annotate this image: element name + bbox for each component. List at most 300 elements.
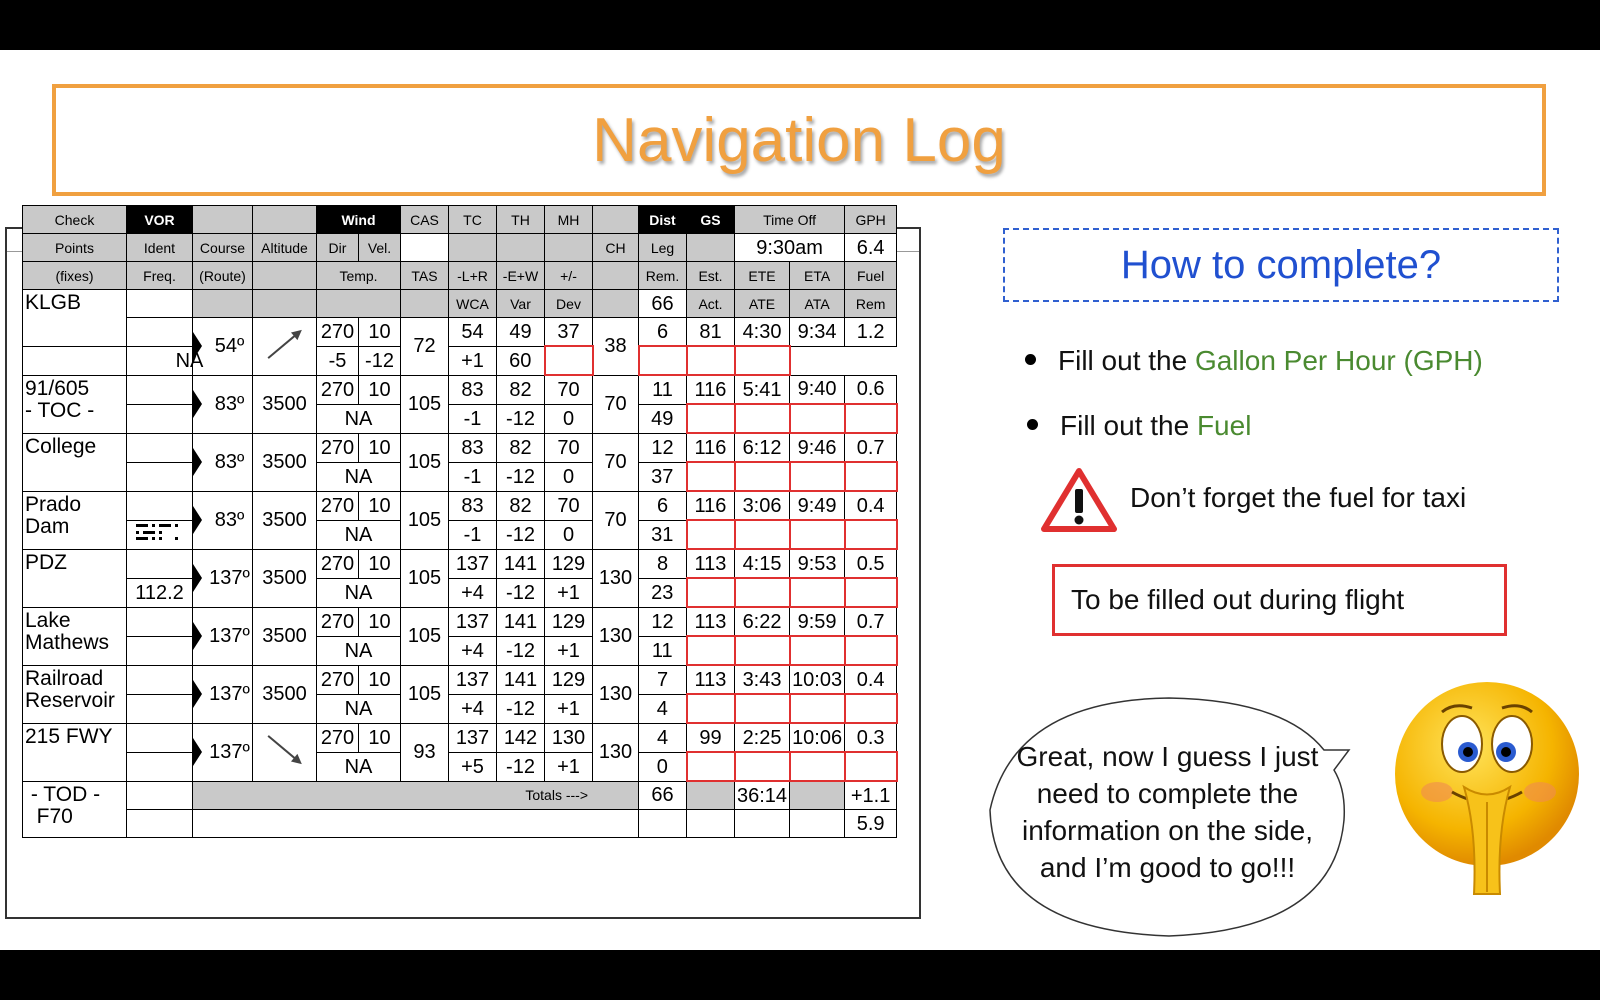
header-check: Points	[23, 234, 127, 262]
morse-code-icon	[132, 521, 188, 543]
header-mh	[545, 234, 593, 262]
checkpoint: College	[23, 433, 127, 491]
wca-cell: -1	[449, 404, 497, 433]
altitude-cell: 3500	[253, 607, 317, 665]
rem-start: 66	[639, 290, 687, 318]
speech-bubble-text: Great, now I guess I just need to complete the information on the side, and I’m good to go!!!	[1016, 741, 1319, 883]
vor-cell	[127, 404, 193, 433]
bullet-dot	[1025, 354, 1036, 365]
table-row	[23, 462, 953, 491]
total-eta	[790, 781, 845, 810]
header-fuel: Fuel	[845, 262, 897, 290]
wca-cell: +4	[449, 694, 497, 723]
checkpoint: Lake Mathews	[23, 607, 127, 665]
header-gph: GPH	[845, 206, 897, 234]
table-row	[23, 262, 953, 290]
rem-dist: 4	[639, 694, 687, 723]
wca-cell: +4	[449, 578, 497, 607]
header-wca: WCA	[449, 290, 497, 318]
course-value: 137º	[209, 683, 250, 705]
morse-code-icon	[127, 520, 193, 549]
header-th: TH	[497, 206, 545, 234]
vor-cell	[127, 636, 193, 665]
header-time-off: Time Off	[735, 206, 845, 234]
header-dev: Dev	[545, 290, 593, 318]
vor-cell	[127, 723, 193, 752]
fuel-cell: 0.7	[845, 433, 897, 462]
dev-cell: +1	[449, 346, 497, 375]
bullet-dot	[1027, 419, 1038, 430]
wind-dir: 270	[317, 723, 359, 752]
table-row	[23, 636, 953, 665]
header-rem: Rem.	[639, 262, 687, 290]
leg-dist: 12	[639, 607, 687, 636]
ch-cell: 130	[593, 723, 639, 781]
wind-dir: 270	[317, 318, 359, 347]
rem-dist: 49	[639, 404, 687, 433]
blank	[639, 810, 687, 838]
ete-cell: 6:12	[735, 433, 790, 462]
table-row	[23, 404, 953, 433]
checkpoint: KLGB	[23, 290, 127, 347]
var-cell: -12	[497, 578, 545, 607]
table-row	[23, 290, 953, 318]
vor-cell	[127, 318, 193, 347]
fuel-cell: 0.7	[845, 607, 897, 636]
arrow-down-right-icon	[257, 730, 313, 770]
tc-cell: 83	[449, 433, 497, 462]
altitude-cell: 3500	[253, 375, 317, 433]
header-ate: ATE	[735, 290, 790, 318]
course-value: 137º	[209, 741, 250, 763]
th-cell: 49	[497, 318, 545, 347]
vor-cell	[127, 752, 193, 781]
blank	[193, 810, 639, 838]
wind-dir: 270	[317, 433, 359, 462]
header-act: Act.	[687, 290, 735, 318]
vor-cell	[127, 694, 193, 723]
course-value: 83º	[214, 451, 245, 473]
header-ch	[593, 290, 639, 318]
tas-cell: 105	[401, 607, 449, 665]
ata-fill	[790, 636, 845, 665]
gs-act-fill	[687, 636, 735, 665]
bullet-fuel-highlight: Fuel	[1196, 410, 1252, 441]
th-cell: 82	[497, 433, 545, 462]
vor-cell	[127, 810, 193, 838]
var-cell: -12	[497, 752, 545, 781]
eta-cell: 9:34	[790, 318, 845, 347]
header-tas	[401, 290, 449, 318]
wind-dir: 270	[317, 491, 359, 520]
table-row	[23, 665, 953, 694]
dev-cell: +1	[545, 636, 593, 665]
ate-fill	[735, 462, 790, 491]
header-eta: ETA	[790, 262, 845, 290]
table-row	[23, 578, 953, 607]
gs-est: 113	[687, 665, 735, 694]
temp-cell: NA	[317, 578, 401, 607]
wind-vel: 10	[359, 375, 401, 404]
wca-cell: -5	[317, 346, 359, 375]
time-off-value: 9:30am	[735, 234, 845, 262]
wind-dir: 270	[317, 665, 359, 694]
wind-vel: 10	[359, 607, 401, 636]
table-row	[23, 346, 953, 375]
course-cell	[193, 491, 253, 549]
total-fuel: 5.9	[845, 810, 897, 838]
course-value: 137º	[209, 567, 250, 589]
course-cell	[193, 549, 253, 607]
vor-cell	[127, 665, 193, 694]
var-cell: -12	[497, 462, 545, 491]
table-row	[23, 607, 953, 636]
mh-cell: 129	[545, 665, 593, 694]
rem-dist: 11	[639, 636, 687, 665]
checkpoint: Prado Dam	[23, 491, 127, 549]
header-temp: Temp.	[317, 262, 401, 290]
ate-fill	[735, 752, 790, 781]
totals-label: Totals --->	[193, 781, 639, 810]
wind-dir: 270	[317, 375, 359, 404]
ete-cell: 6:22	[735, 607, 790, 636]
eta-cell: 9:49	[790, 491, 845, 520]
temp-cell: NA	[317, 520, 401, 549]
ch-cell: 70	[593, 375, 639, 433]
fuel-cell: 1.2	[845, 318, 897, 347]
gs-est: 81	[687, 318, 735, 347]
wca-cell: -1	[449, 462, 497, 491]
vor-cell	[127, 607, 193, 636]
th-cell: 82	[497, 375, 545, 404]
gph-value: 6.4	[845, 234, 897, 262]
fuel-rem-fill	[735, 346, 790, 375]
ch-cell: 38	[593, 318, 639, 376]
vor-freq: 112.2	[127, 578, 193, 607]
fuel-cell: 0.5	[845, 549, 897, 578]
blank	[735, 810, 790, 838]
rem-dist: 0	[639, 752, 687, 781]
header-leg: Leg	[639, 234, 687, 262]
wca-cell: +5	[449, 752, 497, 781]
temp-cell: NA	[317, 462, 401, 491]
ete-cell: 5:41	[735, 375, 790, 404]
wind-vel: 10	[359, 549, 401, 578]
leg-dist: 12	[639, 433, 687, 462]
ate-fill	[735, 520, 790, 549]
header-tc	[449, 234, 497, 262]
leg-dist: 4	[639, 723, 687, 752]
header-ch	[593, 206, 639, 234]
ate-fill	[735, 578, 790, 607]
vor-cell	[127, 462, 193, 491]
bullet-fuel-text: Fill out the	[1060, 410, 1197, 441]
temp-cell: NA	[317, 752, 401, 781]
header-ch: CH	[593, 234, 639, 262]
course-cell	[193, 607, 253, 665]
eta-cell: 10:03	[790, 665, 845, 694]
gs-est: 116	[687, 375, 735, 404]
altitude-cell: 3500	[253, 433, 317, 491]
ata-fill	[790, 404, 845, 433]
header-altitude	[253, 290, 317, 318]
header-ete: ETE	[735, 262, 790, 290]
header-dev: +/-	[545, 262, 593, 290]
eta-cell: 9:53	[790, 549, 845, 578]
wind-vel: 10	[359, 433, 401, 462]
mh-cell: 70	[545, 375, 593, 404]
header-temp	[317, 290, 401, 318]
dev-cell: +1	[545, 578, 593, 607]
excited-emoji-icon	[1382, 662, 1592, 902]
total-dist: 66	[639, 781, 687, 810]
bullet-gph-text: Fill out the	[1058, 345, 1195, 376]
total-fuel-extra: +1.1	[845, 781, 897, 810]
dev-cell: +1	[545, 694, 593, 723]
course-value: 83º	[214, 509, 245, 531]
gs-est: 113	[687, 549, 735, 578]
tas-cell: 105	[401, 433, 449, 491]
ata-fill	[790, 462, 845, 491]
vor-cell	[127, 491, 193, 520]
course-cell	[193, 665, 253, 723]
leg-dist: 8	[639, 549, 687, 578]
checkpoint: 91/605 - TOC -	[23, 375, 127, 433]
ate-fill	[735, 694, 790, 723]
var-cell: -12	[359, 346, 401, 375]
header-wca: -L+R	[449, 262, 497, 290]
ete-cell: 4:15	[735, 549, 790, 578]
rem-dist: 23	[639, 578, 687, 607]
gs-act-fill	[687, 752, 735, 781]
wca-cell: +4	[449, 636, 497, 665]
fuel-rem-fill	[845, 752, 897, 781]
ete-cell: 3:43	[735, 665, 790, 694]
ete-cell: 3:06	[735, 491, 790, 520]
gs-est: 113	[687, 607, 735, 636]
header-th	[497, 234, 545, 262]
mh-cell: 70	[545, 491, 593, 520]
header-wind: Wind	[317, 206, 401, 234]
ch-cell: 130	[593, 549, 639, 607]
header-course: (Route)	[193, 262, 253, 290]
table-row	[23, 375, 953, 404]
temp-cell: NA	[317, 404, 401, 433]
header-tc: TC	[449, 206, 497, 234]
page-title: Navigation Log	[592, 105, 1006, 175]
th-cell: 82	[497, 491, 545, 520]
table-row	[23, 206, 953, 234]
bullet-gph	[1025, 345, 1483, 377]
gs-act-fill	[687, 578, 735, 607]
header-check: (fixes)	[23, 262, 127, 290]
fuel-cell: 0.4	[845, 491, 897, 520]
tc-cell: 137	[449, 723, 497, 752]
fuel-rem-fill	[845, 578, 897, 607]
gs-est: 116	[687, 491, 735, 520]
mh-cell: 129	[545, 607, 593, 636]
ch-cell: 70	[593, 491, 639, 549]
course-value: 83º	[214, 393, 245, 415]
mh-cell: 37	[545, 318, 593, 347]
ata-fill	[687, 346, 735, 375]
ate-fill	[639, 346, 687, 375]
altitude-cell: 3500	[253, 549, 317, 607]
tc-cell: 54	[449, 318, 497, 347]
header-var: Var	[497, 290, 545, 318]
vor-cell	[23, 346, 127, 375]
rem-dist: 31	[639, 520, 687, 549]
header-dir: Dir	[317, 234, 359, 262]
table-row	[23, 810, 953, 838]
th-cell: 141	[497, 549, 545, 578]
altitude-cell: 3500	[253, 491, 317, 549]
course-cell	[193, 723, 253, 781]
th-cell: 142	[497, 723, 545, 752]
tas-cell: 93	[401, 723, 449, 781]
ata-fill	[790, 694, 845, 723]
table-row	[23, 433, 953, 462]
gs-act-fill	[545, 346, 593, 375]
header-cas: CAS	[401, 206, 449, 234]
course-cell	[193, 318, 253, 376]
table-row	[23, 520, 953, 549]
header-vor: VOR	[127, 206, 193, 234]
course-value: 137º	[209, 625, 250, 647]
mh-cell: 130	[545, 723, 593, 752]
wind-vel: 10	[359, 723, 401, 752]
var-cell: -12	[497, 520, 545, 549]
gs-est: 116	[687, 433, 735, 462]
leg-dist: 11	[639, 375, 687, 404]
tas-cell: 105	[401, 491, 449, 549]
rem-dist: 60	[497, 346, 545, 375]
dev-cell: +1	[545, 752, 593, 781]
fuel-cell: 0.6	[845, 375, 897, 404]
total-ete: 36:14	[735, 781, 790, 810]
header-altitude	[253, 206, 317, 234]
gs-act-fill	[687, 462, 735, 491]
bullet-fuel	[1027, 410, 1251, 442]
dev-cell: 0	[545, 404, 593, 433]
table-row	[23, 491, 953, 520]
mh-cell: 129	[545, 549, 593, 578]
dev-cell: 0	[545, 462, 593, 491]
th-cell: 141	[497, 607, 545, 636]
checkpoint: - TOD - F70	[23, 781, 127, 838]
fuel-cell: 0.4	[845, 665, 897, 694]
tas-cell: 105	[401, 375, 449, 433]
header-freq: Freq.	[127, 262, 193, 290]
header-course	[193, 290, 253, 318]
ch-cell: 130	[593, 665, 639, 723]
header-altitude: Altitude	[253, 234, 317, 262]
header-check: Check	[23, 206, 127, 234]
altitude-cell: 3500	[253, 665, 317, 723]
warning-triangle-icon	[1040, 467, 1118, 533]
fuel-rem-fill	[845, 636, 897, 665]
header-course: Course	[193, 234, 253, 262]
temp-cell: NA	[317, 694, 401, 723]
wind-vel: 10	[359, 318, 401, 347]
gs-act-fill	[687, 404, 735, 433]
fuel-rem-fill	[845, 520, 897, 549]
wind-dir: 270	[317, 549, 359, 578]
ate-fill	[735, 636, 790, 665]
total-gs	[687, 781, 735, 810]
header-var: -E+W	[497, 262, 545, 290]
gs-act-fill	[687, 694, 735, 723]
ata-fill	[790, 578, 845, 607]
checkpoint: PDZ	[23, 549, 127, 607]
tas-cell: 72	[401, 318, 449, 376]
gs-est: 99	[687, 723, 735, 752]
blank	[790, 810, 845, 838]
table-row	[23, 781, 953, 810]
how-to-complete-box	[1003, 228, 1559, 302]
header-est: Est.	[687, 262, 735, 290]
wind-vel: 10	[359, 665, 401, 694]
bullet-gph-highlight: Gallon Per Hour (GPH)	[1194, 345, 1483, 376]
table-row	[23, 694, 953, 723]
table-row	[23, 549, 953, 578]
leg-dist: 6	[639, 318, 687, 347]
header-ata: ATA	[790, 290, 845, 318]
eta-cell: 9:46	[790, 433, 845, 462]
leg-dist: 7	[639, 665, 687, 694]
ata-fill	[790, 520, 845, 549]
vor-cell	[127, 549, 193, 578]
ata-fill	[790, 752, 845, 781]
gs-act-fill	[687, 520, 735, 549]
fuel-rem-fill	[845, 694, 897, 723]
var-cell: -12	[497, 694, 545, 723]
course-cell	[193, 433, 253, 491]
header-fuel-rem: Rem	[845, 290, 897, 318]
eta-cell: 9:40	[790, 375, 845, 404]
var-cell: -12	[497, 636, 545, 665]
fuel-cell: 0.3	[845, 723, 897, 752]
arrow-up-right-icon	[257, 324, 313, 364]
wind-vel: 10	[359, 491, 401, 520]
fuel-rem-fill	[845, 404, 897, 433]
table-row	[23, 723, 953, 752]
ch-cell: 70	[593, 433, 639, 491]
rem-dist: 37	[639, 462, 687, 491]
eta-cell: 9:59	[790, 607, 845, 636]
var-cell: -12	[497, 404, 545, 433]
filled-during-flight-text: To be filled out during flight	[1071, 584, 1405, 615]
ate-fill	[735, 404, 790, 433]
vor-cell	[127, 290, 193, 318]
header-gs: GS	[687, 206, 735, 234]
header-tas: TAS	[401, 262, 449, 290]
fuel-rem-fill	[845, 462, 897, 491]
tc-cell: 83	[449, 375, 497, 404]
header-vel: Vel.	[359, 234, 401, 262]
leg-dist: 6	[639, 491, 687, 520]
vor-cell	[127, 781, 193, 810]
blank	[687, 810, 735, 838]
wind-dir: 270	[317, 607, 359, 636]
wca-cell: -1	[449, 520, 497, 549]
ete-cell: 2:25	[735, 723, 790, 752]
how-to-complete-heading: How to complete?	[1120, 242, 1442, 287]
header-dist: Dist	[639, 206, 687, 234]
altitude-cell	[253, 318, 317, 376]
tas-cell: 105	[401, 549, 449, 607]
table-row	[23, 752, 953, 781]
